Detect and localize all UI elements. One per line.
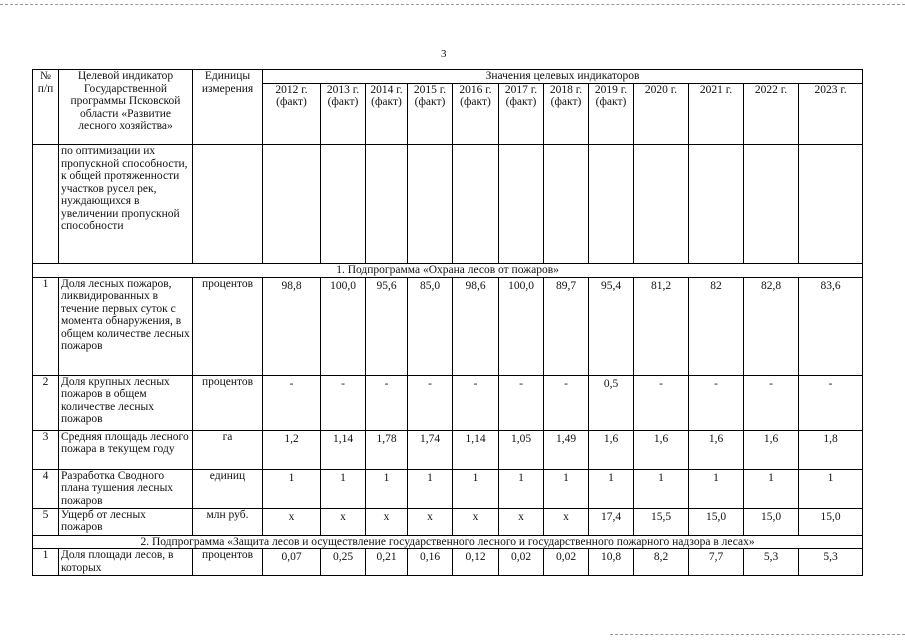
- year-header: 2019 г. (факт): [589, 83, 634, 145]
- header-num: № п/п: [33, 70, 59, 145]
- value-cell: 15,5: [634, 508, 689, 535]
- value-cell: -: [366, 375, 408, 430]
- value-cell: 5,3: [744, 549, 799, 576]
- value-cell: 1: [408, 469, 453, 508]
- year-header: 2021 г.: [689, 83, 744, 145]
- value-cell: 15,0: [689, 508, 744, 535]
- value-cell: 1: [634, 469, 689, 508]
- value-cell: -: [321, 375, 366, 430]
- value-cell: 1: [544, 469, 589, 508]
- value-cell: 0,5: [589, 375, 634, 430]
- value-cell: 1,14: [321, 430, 366, 469]
- value-cell: 7,7: [689, 549, 744, 576]
- year-header: 2020 г.: [634, 83, 689, 145]
- value-cell: х: [408, 508, 453, 535]
- value-cell: х: [263, 508, 321, 535]
- value-cell: 98,8: [263, 277, 321, 375]
- row-number: 4: [33, 469, 59, 508]
- value-cell: 82,8: [744, 277, 799, 375]
- value-cell: 1,74: [408, 430, 453, 469]
- value-cell: 1,14: [453, 430, 499, 469]
- value-cell: 1: [589, 469, 634, 508]
- row-indicator: Доля крупных лесных пожаров в общем количестве лесных пожаров: [59, 375, 193, 430]
- value-cell: 1,6: [744, 430, 799, 469]
- table-row-continued: [33, 145, 863, 264]
- value-cell: 0,07: [263, 549, 321, 576]
- value-cell: 82: [689, 277, 744, 375]
- value-cell: 89,7: [544, 277, 589, 375]
- value-cell: -: [263, 375, 321, 430]
- row-indicator: по оптимизации их пропускной способности, к общей протяженности участков русел рек, нуждающихся в увеличении пропускной способности: [59, 145, 193, 264]
- table-header-row: [33, 70, 863, 84]
- value-cell: х: [499, 508, 544, 535]
- row-unit: процентов: [193, 549, 263, 576]
- row-number: 1: [33, 549, 59, 576]
- row-number: 5: [33, 508, 59, 535]
- value-cell: х: [453, 508, 499, 535]
- table-row: [33, 549, 863, 576]
- value-cell: 98,6: [453, 277, 499, 375]
- scan-edge-bottom: [610, 634, 905, 635]
- value-cell: 1: [263, 469, 321, 508]
- header-indicator: Целевой индикатор Государственной программы Псковской области «Развитие лесного хозяйства»: [59, 70, 193, 145]
- year-header: 2017 г. (факт): [499, 83, 544, 145]
- value-cell: 1,05: [499, 430, 544, 469]
- value-cell: -: [453, 375, 499, 430]
- value-cell: 0,12: [453, 549, 499, 576]
- row-unit: процентов: [193, 277, 263, 375]
- year-header: 2022 г.: [744, 83, 799, 145]
- table-row: [33, 430, 863, 469]
- row-unit: процентов: [193, 375, 263, 430]
- year-header: 2023 г.: [799, 83, 863, 145]
- value-cell: 1,49: [544, 430, 589, 469]
- value-cell: 8,2: [634, 549, 689, 576]
- value-cell: -: [499, 375, 544, 430]
- page-number: 3: [441, 48, 447, 60]
- value-cell: 10,8: [589, 549, 634, 576]
- value-cell: 95,4: [589, 277, 634, 375]
- row-unit: млн руб.: [193, 508, 263, 535]
- value-cell: 15,0: [744, 508, 799, 535]
- indicators-table: [32, 69, 863, 576]
- year-header: 2013 г. (факт): [321, 83, 366, 145]
- value-cell: 1: [366, 469, 408, 508]
- value-cell: 0,02: [499, 549, 544, 576]
- value-cell: 83,6: [799, 277, 863, 375]
- value-cell: -: [408, 375, 453, 430]
- year-header: 2014 г. (факт): [366, 83, 408, 145]
- section-title-row: [33, 535, 863, 549]
- header-units: Единицы измерения: [193, 70, 263, 145]
- row-indicator: Доля лесных пожаров, ликвидированных в течение первых суток с момента обнаружения, в общем количестве лесных пожаров: [59, 277, 193, 375]
- value-cell: -: [744, 375, 799, 430]
- value-cell: -: [634, 375, 689, 430]
- value-cell: 85,0: [408, 277, 453, 375]
- value-cell: -: [544, 375, 589, 430]
- table-row: [33, 375, 863, 430]
- value-cell: 0,16: [408, 549, 453, 576]
- value-cell: 1: [744, 469, 799, 508]
- value-cell: 81,2: [634, 277, 689, 375]
- value-cell: 1,78: [366, 430, 408, 469]
- year-header: 2012 г. (факт): [263, 83, 321, 145]
- section-1-title: 1. Подпрограмма «Охрана лесов от пожаров»: [33, 264, 863, 278]
- value-cell: 1: [499, 469, 544, 508]
- value-cell: 1: [321, 469, 366, 508]
- section-2-title: 2. Подпрограмма «Защита лесов и осуществление государственного лесного и государственного пожарного надзора в лесах»: [33, 535, 863, 549]
- section-title-row: [33, 264, 863, 278]
- value-cell: х: [321, 508, 366, 535]
- value-cell: 17,4: [589, 508, 634, 535]
- row-indicator: Доля площади лесов, в которых: [59, 549, 193, 576]
- value-cell: 1,8: [799, 430, 863, 469]
- scan-edge-top: [0, 4, 905, 5]
- table-row: [33, 508, 863, 535]
- value-cell: 0,02: [544, 549, 589, 576]
- value-cell: 100,0: [321, 277, 366, 375]
- year-header: 2018 г. (факт): [544, 83, 589, 145]
- row-number: 3: [33, 430, 59, 469]
- table-row: [33, 277, 863, 375]
- value-cell: 1: [453, 469, 499, 508]
- value-cell: х: [544, 508, 589, 535]
- value-cell: 1,6: [634, 430, 689, 469]
- value-cell: 15,0: [799, 508, 863, 535]
- value-cell: 1,6: [689, 430, 744, 469]
- row-indicator: Средняя площадь лесного пожара в текущем году: [59, 430, 193, 469]
- value-cell: -: [799, 375, 863, 430]
- row-indicator: Разработка Сводного плана тушения лесных пожаров: [59, 469, 193, 508]
- row-number: 1: [33, 277, 59, 375]
- value-cell: 95,6: [366, 277, 408, 375]
- value-cell: 1,6: [589, 430, 634, 469]
- row-number: 2: [33, 375, 59, 430]
- row-indicator: Ущерб от лесных пожаров: [59, 508, 193, 535]
- row-unit: единиц: [193, 469, 263, 508]
- row-unit: га: [193, 430, 263, 469]
- year-header: 2015 г. (факт): [408, 83, 453, 145]
- value-cell: 1: [799, 469, 863, 508]
- value-cell: х: [366, 508, 408, 535]
- value-cell: 1,2: [263, 430, 321, 469]
- value-cell: -: [689, 375, 744, 430]
- table-row: [33, 469, 863, 508]
- year-header: 2016 г. (факт): [453, 83, 499, 145]
- value-cell: 1: [689, 469, 744, 508]
- value-cell: 0,25: [321, 549, 366, 576]
- value-cell: 0,21: [366, 549, 408, 576]
- value-cell: 5,3: [799, 549, 863, 576]
- value-cell: 100,0: [499, 277, 544, 375]
- header-values: Значения целевых индикаторов: [263, 70, 863, 84]
